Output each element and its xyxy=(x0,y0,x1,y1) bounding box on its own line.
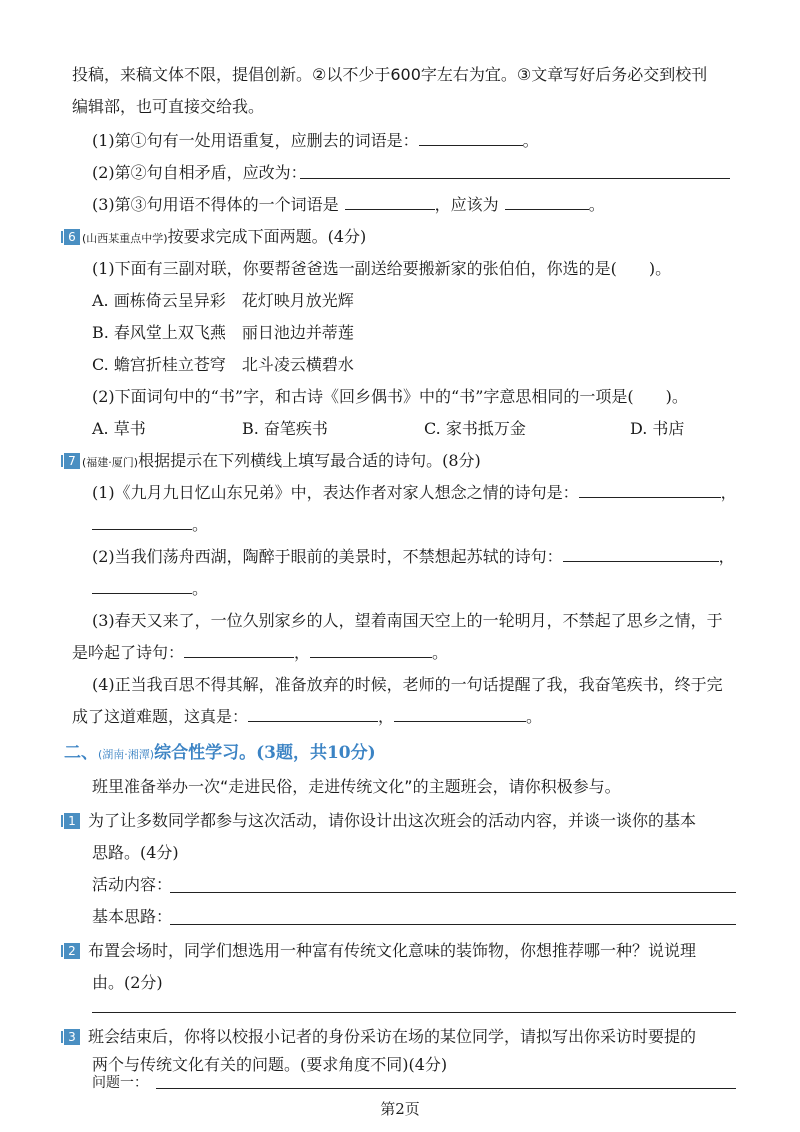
q6-source: (山西某重点中学) xyxy=(82,232,168,245)
intro-line-2: 编辑部，也可直接交给我。 xyxy=(72,97,265,116)
q7-sub4-line1: (4)正当我百思不得其解，准备放弃的时候，老师的一句话提醒了我，我奋笔疾书，终于完 xyxy=(92,675,723,694)
q7-sub3-blank-2[interactable] xyxy=(310,642,432,658)
section-2-heading xyxy=(64,742,376,766)
q6-choice-c: C. 家书抵万金 xyxy=(424,419,526,438)
p3-line-2: 两个与传统文化有关的问题。(要求角度不同)(4分) xyxy=(92,1055,448,1074)
q7-sub4-blank-2[interactable] xyxy=(394,706,526,722)
q7-prompt: 根据提示在下列横线上填写最合适的诗句。(8分) xyxy=(138,451,481,470)
p1-text: 为了让多数同学都参与这次活动，请你设计出这次班会的活动内容，并谈一谈你的基本 xyxy=(88,811,697,830)
p1-line-1 xyxy=(64,810,696,832)
q5-sub3-text: (3)第③句用语不得体的一个词语是 xyxy=(92,195,339,214)
q7-sub1-period: 。 xyxy=(192,515,209,534)
q5-sub1 xyxy=(92,130,539,152)
q7-sub3-line2 xyxy=(72,642,448,664)
q7-sub4-comma: ， xyxy=(378,707,395,726)
q5-sub1-end: 。 xyxy=(522,131,539,150)
q7-sub2-blank-2[interactable] xyxy=(92,578,192,594)
q6-sub2: (2)下面词句中的“书”字，和古诗《回乡偶书》中的“书”字意思相同的一项是( )。 xyxy=(92,387,688,406)
q6-option-c: C. 蟾宫折桂立苍穹 北斗凌云横碧水 xyxy=(92,355,354,374)
q7-sub1-cont xyxy=(92,514,208,536)
p2-number-badge: 2 xyxy=(64,943,80,959)
q5-sub2 xyxy=(92,162,307,184)
p2-answer-blank[interactable] xyxy=(92,1012,736,1013)
p2-text: 布置会场时，同学们想选用一种富有传统文化意味的装饰物，你想推荐哪一种？说说理 xyxy=(88,941,697,960)
p3-line-1 xyxy=(64,1026,696,1048)
q7-sub4-text: 成了这道难题，这真是： xyxy=(72,707,249,726)
section-2-intro: 班里准备举办一次“走进民俗，走进传统文化”的主题班会，请你积极参与。 xyxy=(92,777,621,796)
p1-approach-blank[interactable] xyxy=(170,924,736,925)
p2-line-1 xyxy=(64,940,696,962)
q7-sub1-comma: ， xyxy=(720,483,737,502)
q7-sub1-blank-2[interactable] xyxy=(92,514,192,530)
q7-sub2 xyxy=(92,546,735,568)
q5-sub3 xyxy=(92,194,605,216)
q7-sub3-period: 。 xyxy=(432,643,449,662)
p1-label-activity: 活动内容： xyxy=(92,875,173,894)
q6-number-badge: 6 xyxy=(64,229,80,245)
q6-option-a: A. 画栋倚云呈异彩 花灯映月放光辉 xyxy=(92,291,354,310)
p3-number-badge: 3 xyxy=(64,1029,80,1045)
p1-line-2: 思路。(4分) xyxy=(92,843,179,862)
q7-source: (福建·厦门) xyxy=(82,456,139,469)
page-number: 第2页 xyxy=(380,1100,420,1118)
q7-sub1-blank-1[interactable] xyxy=(579,482,721,498)
section-2-source: (湖南·湘潭) xyxy=(98,748,155,761)
q7-sub3-comma: ， xyxy=(294,643,311,662)
q5-sub1-blank[interactable] xyxy=(419,130,523,146)
q6-header xyxy=(64,226,366,250)
q5-sub3-mid: ，应该为 xyxy=(434,195,499,214)
q6-choice-a: A. 草书 xyxy=(92,419,146,438)
q7-sub2-cont xyxy=(92,578,208,600)
q6-prompt: 按要求完成下面两题。(4分) xyxy=(167,227,367,246)
q7-sub3-line1: (3)春天又来了，一位久别家乡的人，望着南国天空上的一轮明月，不禁起了思乡之情，于 xyxy=(92,611,723,630)
p3-text: 班会结束后，你将以校报小记者的身份采访在场的某位同学，请拟写出你采访时要提的 xyxy=(88,1027,697,1046)
p3-question-1-blank[interactable] xyxy=(156,1088,736,1089)
q5-sub3-blank-2[interactable] xyxy=(505,194,589,210)
q7-sub2-period: 。 xyxy=(192,579,209,598)
q6-option-b: B. 春风堂上双飞燕 丽日池边并蒂莲 xyxy=(92,323,354,342)
q5-sub2-text: (2)第②句自相矛盾，应改为： xyxy=(92,163,307,182)
q7-sub1-text: (1)《九月九日忆山东兄弟》中，表达作者对家人想念之情的诗句是： xyxy=(92,483,579,502)
p1-number-badge: 1 xyxy=(64,813,80,829)
q7-sub2-comma: ， xyxy=(718,547,735,566)
q7-sub2-blank-1[interactable] xyxy=(563,546,719,562)
q7-sub4-period: 。 xyxy=(526,707,543,726)
q6-choice-d: D. 书店 xyxy=(630,419,685,438)
q7-sub2-text: (2)当我们荡舟西湖，陶醉于眼前的美景时，不禁想起苏轼的诗句： xyxy=(92,547,563,566)
section-2-title: 综合性学习。(3题，共10分) xyxy=(154,743,376,763)
p1-label-approach: 基本思路： xyxy=(92,907,173,926)
q7-sub3-text: 是吟起了诗句： xyxy=(72,643,185,662)
q7-header xyxy=(64,450,481,474)
q5-sub3-blank-1[interactable] xyxy=(345,194,435,210)
q5-sub3-end: 。 xyxy=(588,195,605,214)
q7-sub3-blank-1[interactable] xyxy=(184,642,294,658)
q5-sub2-blank[interactable] xyxy=(300,178,730,179)
p2-line-2: 由。(2分) xyxy=(92,973,163,992)
p1-activity-blank[interactable] xyxy=(170,892,736,893)
section-2-prefix: 二、 xyxy=(64,743,98,763)
q7-sub1 xyxy=(92,482,737,504)
q7-sub4-line2 xyxy=(72,706,542,728)
q5-sub1-text: (1)第①句有一处用语重复，应删去的词语是： xyxy=(92,131,419,150)
q7-number-badge: 7 xyxy=(64,453,80,469)
q6-sub1: (1)下面有三副对联，你要帮爸爸选一副送给要搬新家的张伯伯，你选的是( )。 xyxy=(92,259,672,278)
intro-line-1: 投稿，来稿文体不限，提倡创新。②以不少于600字左右为宜。③文章写好后务必交到校刊 xyxy=(72,65,708,84)
q7-sub4-blank-1[interactable] xyxy=(248,706,378,722)
q6-choice-b: B. 奋笔疾书 xyxy=(242,419,328,438)
p3-label-q1: 问题一： xyxy=(92,1075,148,1091)
